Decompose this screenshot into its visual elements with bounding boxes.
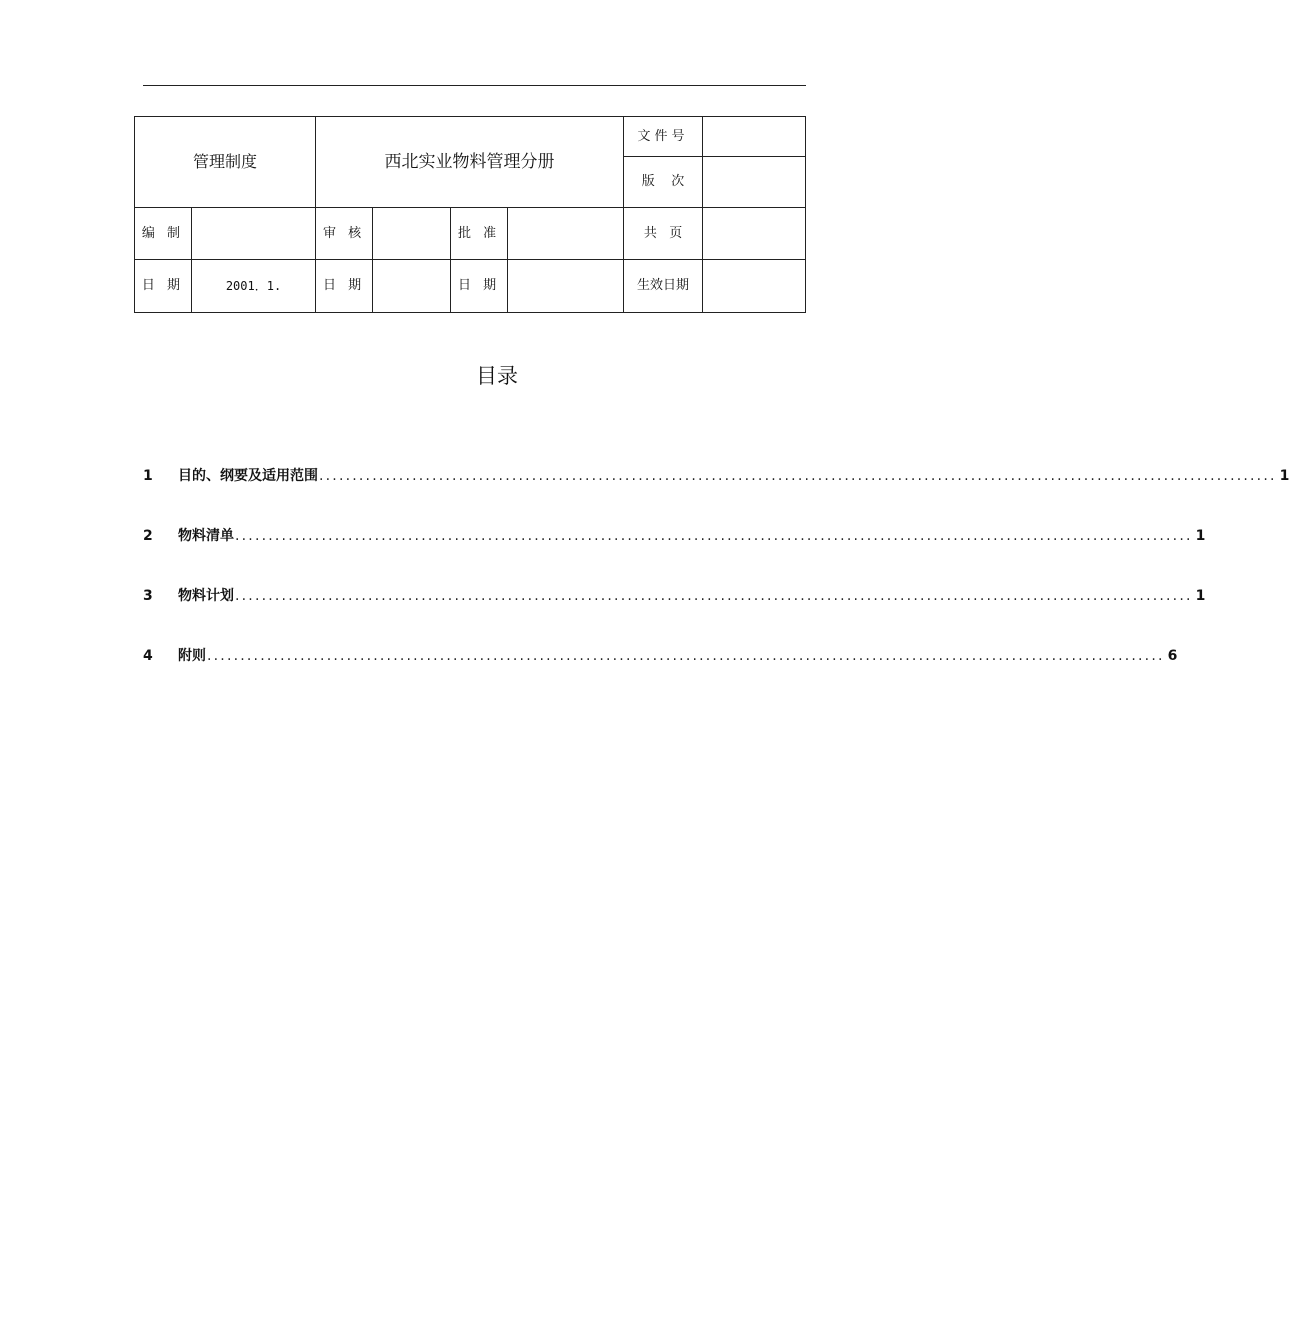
version-label: 版 次 [624, 157, 703, 208]
header-rule [143, 85, 806, 86]
toc-entry-page: 6 [1167, 648, 1178, 664]
document-control-table [134, 116, 806, 313]
toc-entry-number: 2 [143, 528, 153, 544]
toc-entry-title: 目的、纲要及适用范围 [178, 468, 318, 484]
toc-entry-title: 物料清单 [178, 528, 234, 544]
reviewed-date-value [373, 260, 451, 313]
prepared-by-value [192, 208, 316, 260]
reviewed-date-label: 日 期 [316, 260, 373, 313]
approved-by-value [508, 208, 624, 260]
toc-entry-number: 3 [143, 588, 153, 604]
toc-entry-page: 1 [1279, 468, 1289, 484]
prepared-date-label: 日 期 [135, 260, 192, 313]
version-value [703, 157, 806, 208]
approved-date-label: 日 期 [451, 260, 508, 313]
total-pages-label: 共 页 [624, 208, 703, 260]
reviewed-by-label: 审 核 [316, 208, 373, 260]
prepared-date-value: 2001．1. [192, 260, 316, 313]
toc-entry-title: 附则 [178, 648, 206, 664]
approved-date-value [508, 260, 624, 313]
effective-date-value [703, 260, 806, 313]
toc-title: 目录 [476, 364, 518, 388]
effective-date-label: 生效日期 [624, 260, 703, 313]
approved-by-label: 批 准 [451, 208, 508, 260]
total-pages-value [703, 208, 806, 260]
toc-entry-number: 4 [143, 648, 153, 664]
toc-leader-dots: ................................................................................................................................................ [235, 528, 1193, 544]
file-number-label: 文件号 [624, 117, 703, 157]
toc-entry-number: 1 [143, 468, 153, 484]
table-of-contents [143, 465, 1289, 705]
system-label: 管理制度 [135, 117, 316, 208]
toc-entry-page: 1 [1195, 528, 1206, 544]
document-title: 西北实业物料管理分册 [316, 117, 624, 208]
toc-leader-dots: ................................................................................................................................................ [207, 648, 1165, 664]
toc-entry-2[interactable] [143, 525, 1206, 547]
toc-entry-1[interactable] [143, 465, 1289, 487]
toc-entry-page: 1 [1195, 588, 1206, 604]
toc-entry-title: 物料计划 [178, 588, 234, 604]
toc-leader-dots: ................................................................................................................................................ [319, 468, 1277, 484]
file-number-value [703, 117, 806, 157]
prepared-by-label: 编 制 [135, 208, 192, 260]
reviewed-by-value [373, 208, 451, 260]
toc-entry-4[interactable] [143, 645, 1178, 667]
toc-leader-dots: ................................................................................................................................................ [235, 588, 1193, 604]
toc-entry-3[interactable] [143, 585, 1206, 607]
